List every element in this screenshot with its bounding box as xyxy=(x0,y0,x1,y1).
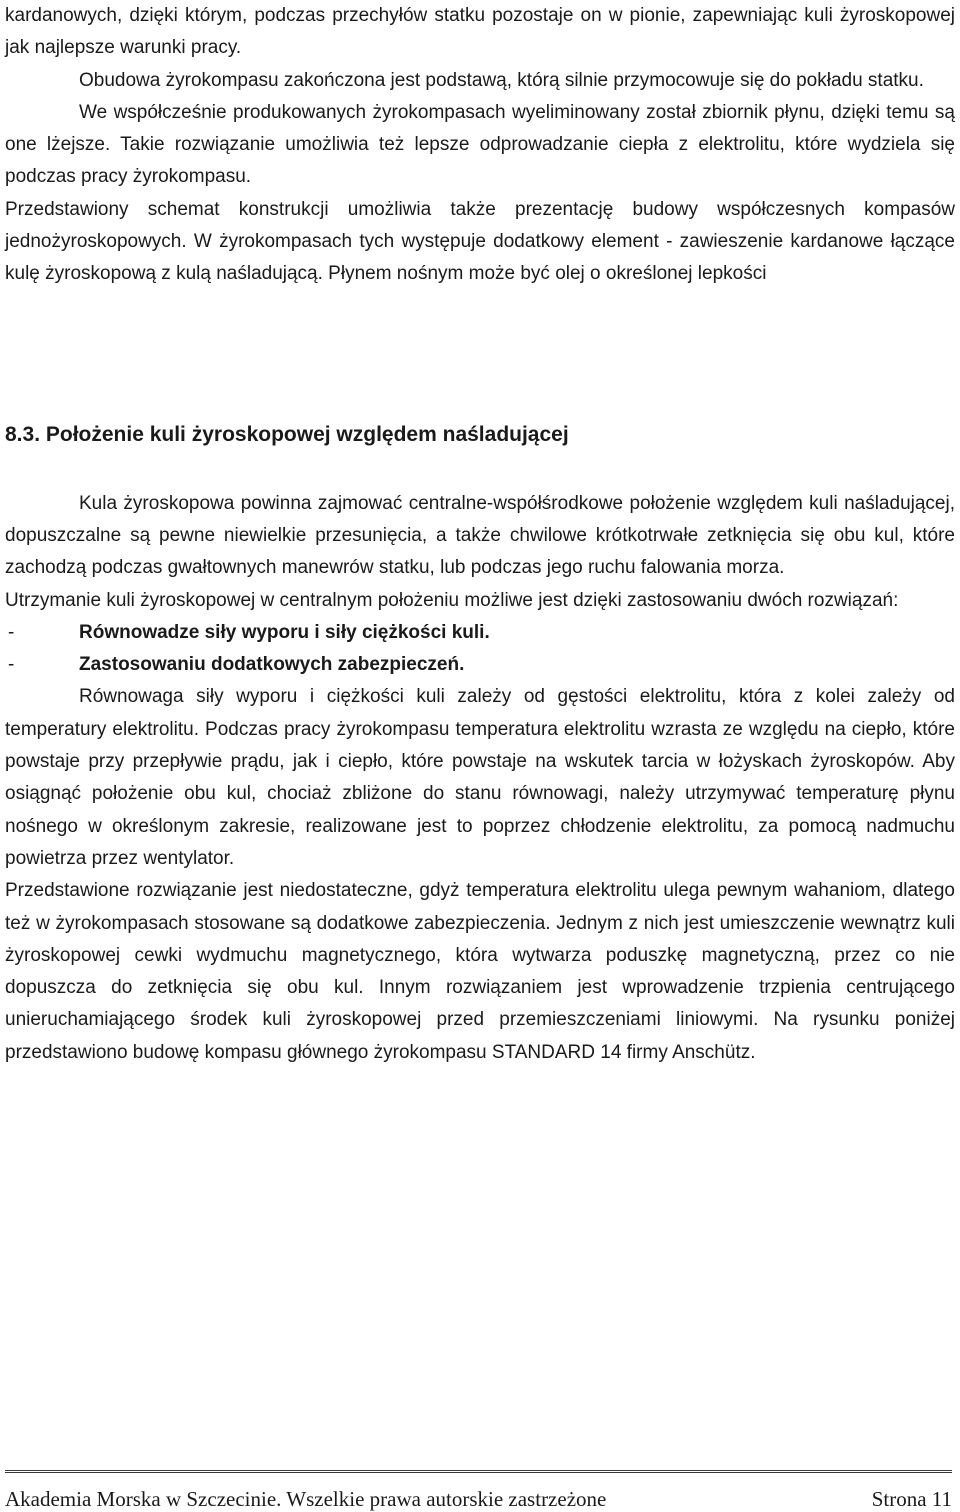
section-heading: 8.3. Położenie kuli żyroskopowej względem naśladującej xyxy=(5,422,569,446)
paragraph-modern-gyrocompass: We współcześnie produkowanych żyrokompasach wyeliminowany został zbiornik płynu, dzięki temu są one lżejsze. Takie rozwiązanie umożliwia też lepsze odprowadzanie ciepła z elektrolitu, które wydziela się podczas pracy żyrokompasu. xyxy=(5,101,955,188)
list-item-text: Równowadze siły wyporu i siły ciężkości kuli. xyxy=(79,621,490,643)
dash-marker: - xyxy=(8,621,15,643)
page-number: Strona 11 xyxy=(871,1487,952,1511)
solutions-list xyxy=(5,617,955,682)
list-item-text: Zastosowaniu dodatkowych zabezpieczeń. xyxy=(79,654,465,676)
paragraph-housing: Obudowa żyrokompasu zakończona jest podstawą, którą silnie przymocowuje się do pokładu statku. xyxy=(79,69,924,91)
section-gap xyxy=(5,451,955,488)
paragraph-central-position: Utrzymanie kuli żyroskopowej w centralnym położeniu możliwe jest dzięki zastosowaniu dwóch rozwiązań: xyxy=(5,589,899,611)
list-item xyxy=(5,649,955,681)
paragraph-continuation: kardanowych, dzięki którym, podczas przechyłów statku pozostaje on w pionie, zapewniając kuli żyroskopowej jak najlepsze warunki pracy. xyxy=(5,5,955,59)
paragraph-buoyancy-balance: Równowaga siły wyporu i ciężkości kuli zależy od gęstości elektrolitu, która z kolei zależy od temperatury elektrolitu. Podczas pracy żyrokompasu temperatura elektrolitu wzrasta ze względu na ciepło, które powstaje przy przepływie prądu, jak i ciepło, które powstaje na wskutek tarcia w łożyskach żyroskopów. Aby osiągnąć położenie obu kul, chociaż zbliżone do stanu równowagi, należy utrzymywać temperaturę płynu nośnego w określonym zakresie, realizowane jest to poprzez chłodzenie elektrolitu, za pomocą nadmuchu powietrza przez wentylator. xyxy=(5,686,955,869)
paragraph-schema: Przedstawiony schemat konstrukcji umożliwia także prezentację budowy współczesnych kompasów jednożyroskopowych. W żyrokompasach tych występuje dodatkowy element - zawieszenie kardanowe łączące kulę żyroskopową z kulą naśladującą. Płynem nośnym może być olej o określonej lepkości xyxy=(5,198,955,285)
paragraph-gyro-sphere-position: Kula żyroskopowa powinna zajmować centralne-współśrodkowe położenie względem kuli naśladującej, dopuszczalne są pewne niewielkie przesunięcia, a także chwilowe krótkotrwałe zetknięcia się obu kul, które zachodzą podczas gwałtownych manewrów statku, lub podczas jego ruchu falowania morza. xyxy=(5,492,955,579)
blank-space xyxy=(5,291,955,419)
dash-marker: - xyxy=(8,654,15,676)
page-footer xyxy=(5,1470,952,1512)
document-page xyxy=(5,0,955,1069)
footer-copyright: Akademia Morska w Szczecinie. Wszelkie prawa autorskie zastrzeżone xyxy=(5,1487,607,1511)
list-item xyxy=(5,617,955,649)
paragraph-additional-safeguards: Przedstawione rozwiązanie jest niedostateczne, gdyż temperatura elektrolitu ulega pewnym wahaniom, dlatego też w żyrokompasach stosowane są dodatkowe zabezpieczenia. Jednym z nich jest umieszczenie wewnątrz kuli żyroskopowej cewki wydmuchu magnetycznego, która wytwarza poduszkę magnetyczną, przez co nie dopuszcza do zetknięcia się obu kul. Innym rozwiązaniem jest wprowadzenie trzpienia centrującego unieruchamiającego środek kuli żyroskopowej przed przemieszczeniami liniowymi. Na rysunku poniżej przedstawiono budowę kompasu głównego żyrokompasu STANDARD 14 firmy Anschütz. xyxy=(5,880,955,1063)
